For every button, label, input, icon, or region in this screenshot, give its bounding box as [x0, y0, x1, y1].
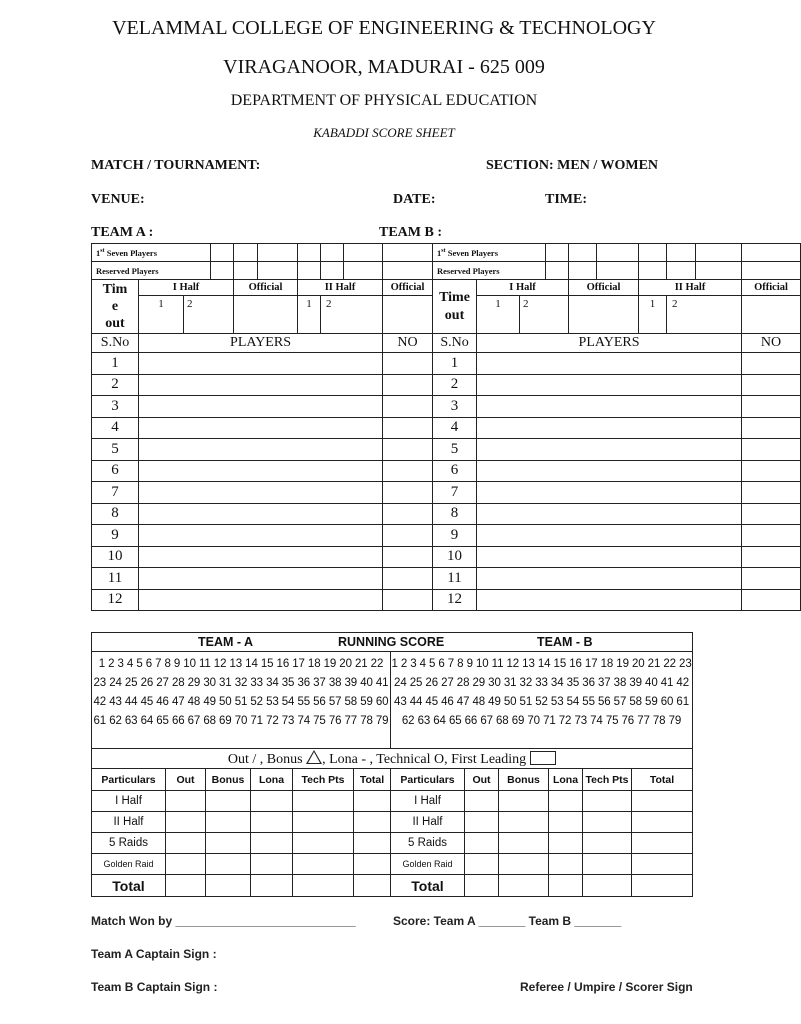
player-no-a[interactable]: [383, 353, 433, 375]
score-cell[interactable]: [465, 833, 499, 854]
particulars-label-b: II Half: [391, 812, 465, 833]
player-name-a[interactable]: [139, 460, 383, 482]
player-name-a[interactable]: [139, 417, 383, 439]
player-name-a[interactable]: [139, 353, 383, 375]
timeout-box[interactable]: 2: [520, 296, 569, 334]
player-sno-a: 10: [92, 546, 139, 568]
player-no-b[interactable]: [742, 460, 801, 482]
score-cell[interactable]: [293, 833, 354, 854]
player-name-a[interactable]: [139, 503, 383, 525]
particulars-row: [92, 875, 693, 897]
timeout-box[interactable]: 2: [321, 296, 383, 334]
venue-field-label: VENUE:: [91, 192, 145, 207]
running-header: [92, 633, 693, 652]
player-name-b[interactable]: [477, 546, 742, 568]
score-cell[interactable]: [499, 875, 549, 897]
particulars-label-a: 5 Raids: [92, 833, 166, 854]
team-a-label: TEAM A :: [91, 225, 154, 240]
particulars-header-b: Bonus: [499, 769, 549, 791]
score-cell[interactable]: [293, 854, 354, 875]
half-header-row: [92, 280, 801, 296]
player-sno-b: 9: [433, 525, 477, 547]
player-row: [92, 546, 801, 568]
particulars-header-b: Out: [465, 769, 499, 791]
score-cell[interactable]: [632, 812, 693, 833]
score-cell[interactable]: [549, 875, 583, 897]
player-name-b[interactable]: [477, 568, 742, 590]
official-label-b: Official: [569, 280, 639, 296]
player-no-a[interactable]: [383, 482, 433, 504]
no-header-a: NO: [383, 334, 433, 353]
score-cell[interactable]: [583, 875, 632, 897]
i-half-label-a: I Half: [139, 280, 234, 296]
score-cell[interactable]: [583, 812, 632, 833]
player-name-b[interactable]: [477, 417, 742, 439]
score-cell[interactable]: [632, 875, 693, 897]
department-name: DEPARTMENT OF PHYSICAL EDUCATION: [230, 92, 538, 109]
player-no-a[interactable]: [383, 568, 433, 590]
player-sno-a: 7: [92, 482, 139, 504]
score-cell[interactable]: [632, 833, 693, 854]
player-row: [92, 568, 801, 590]
score-cell[interactable]: [583, 791, 632, 812]
score-cell[interactable]: [354, 791, 391, 812]
sno-header-b: S.No: [433, 334, 477, 353]
score-cell[interactable]: [354, 875, 391, 897]
particulars-label-b: Total: [391, 875, 465, 897]
triangle-icon: [306, 750, 322, 764]
date-field-label: DATE:: [393, 192, 436, 207]
player-sno-a: 2: [92, 374, 139, 396]
particulars-label-a: Total: [92, 875, 166, 897]
score-cell[interactable]: [354, 812, 391, 833]
score-cell[interactable]: [206, 833, 251, 854]
timeout-box[interactable]: 1: [477, 296, 520, 334]
player-name-b[interactable]: [477, 439, 742, 461]
score-cell[interactable]: [166, 833, 206, 854]
running-numbers-b[interactable]: 1 2 3 4 5 6 7 8 9 10 11 12 13 14 15 16 17 18 19 20 21 22 23 24 25 26 27 28 29 30 31 32 33 34 35 36 37 38 39 40 41 42 43 44 45 46 47 48 49 50 51 52 53 54 55 56 57 58 59 60 61 62 63 64 65 66 67 68 69 70 71 72 73 74 75 76 77 78 79: [391, 652, 693, 749]
particulars-header-a: Lona: [251, 769, 293, 791]
particulars-header-a: Out: [166, 769, 206, 791]
player-name-b[interactable]: [477, 589, 742, 611]
player-sno-a: 5: [92, 439, 139, 461]
score-cell[interactable]: [206, 875, 251, 897]
player-sno-b: 10: [433, 546, 477, 568]
score-cell[interactable]: [499, 833, 549, 854]
player-name-b[interactable]: [477, 374, 742, 396]
player-row: [92, 525, 801, 547]
particulars-label-b: I Half: [391, 791, 465, 812]
player-sno-a: 9: [92, 525, 139, 547]
sheet-title: KABADDI SCORE SHEET: [313, 125, 455, 140]
player-no-b[interactable]: [742, 503, 801, 525]
player-name-b[interactable]: [477, 460, 742, 482]
score-field: Score: Team A _______ Team B _______: [393, 914, 622, 928]
section-field-label: SECTION: MEN / WOMEN: [486, 158, 659, 173]
player-name-b[interactable]: [477, 482, 742, 504]
player-sno-b: 4: [433, 417, 477, 439]
player-sno-a: 11: [92, 568, 139, 590]
official-label-a: Official: [234, 280, 298, 296]
player-no-a[interactable]: [383, 589, 433, 611]
player-name-a[interactable]: [139, 439, 383, 461]
team-b-captain-sign: Team B Captain Sign :: [91, 980, 218, 994]
particulars-header-a: Particulars: [92, 769, 166, 791]
timeout-box[interactable]: 2: [667, 296, 742, 334]
seven-players-row: [92, 244, 801, 262]
player-no-a[interactable]: [383, 439, 433, 461]
particulars-header-b: Particulars: [391, 769, 465, 791]
roster-table: [91, 243, 801, 611]
player-sno-b: 5: [433, 439, 477, 461]
running-team-b: TEAM - B: [537, 635, 593, 649]
reserved-players-label-a: Reserved Players: [92, 262, 211, 280]
player-row: [92, 589, 801, 611]
player-header-row: [92, 334, 801, 353]
player-name-a[interactable]: [139, 396, 383, 418]
score-cell[interactable]: [293, 812, 354, 833]
player-sno-a: 4: [92, 417, 139, 439]
players-header-b: PLAYERS: [477, 334, 742, 353]
running-header-row: [92, 633, 693, 652]
player-name-b[interactable]: [477, 353, 742, 375]
seven-players-label-a: 1st Seven Players: [92, 244, 211, 262]
player-row: [92, 374, 801, 396]
player-no-b[interactable]: [742, 589, 801, 611]
score-cell[interactable]: [583, 854, 632, 875]
score-cell[interactable]: [251, 854, 293, 875]
player-name-a[interactable]: [139, 546, 383, 568]
particulars-label-b: Golden Raid: [391, 854, 465, 875]
player-sno-a: 6: [92, 460, 139, 482]
particulars-header-a: Tech Pts: [293, 769, 354, 791]
score-cell[interactable]: [251, 833, 293, 854]
player-name-b[interactable]: [477, 525, 742, 547]
official-label-a2: Official: [383, 280, 433, 296]
score-cell[interactable]: [465, 812, 499, 833]
particulars-row: [92, 812, 693, 833]
player-no-b[interactable]: [742, 482, 801, 504]
player-no-b[interactable]: [742, 525, 801, 547]
player-sno-a: 3: [92, 396, 139, 418]
timeout-box[interactable]: 1: [139, 296, 184, 334]
player-row: [92, 482, 801, 504]
particulars-row: [92, 854, 693, 875]
players-header-a: PLAYERS: [139, 334, 383, 353]
ii-half-label-b: II Half: [639, 280, 742, 296]
score-cell[interactable]: [549, 812, 583, 833]
player-sno-b: 7: [433, 482, 477, 504]
college-address: VIRAGANOOR, MADURAI - 625 009: [223, 56, 545, 78]
particulars-label-a: II Half: [92, 812, 166, 833]
score-cell[interactable]: [465, 854, 499, 875]
player-sno-a: 12: [92, 589, 139, 611]
score-cell[interactable]: [549, 833, 583, 854]
player-sno-b: 1: [433, 353, 477, 375]
score-cell[interactable]: [206, 812, 251, 833]
particulars-header-b: Tech Pts: [583, 769, 632, 791]
official-label-b2: Official: [742, 280, 801, 296]
running-numbers-a[interactable]: 1 2 3 4 5 6 7 8 9 10 11 12 13 14 15 16 17 18 19 20 21 22 23 24 25 26 27 28 29 30 31 32 33 34 35 36 37 38 39 40 41 42 43 44 45 46 47 48 49 50 51 52 53 54 55 56 57 58 59 60 61 62 63 64 65 66 67 68 69 70 71 72 73 74 75 76 77 78 79: [92, 652, 391, 749]
running-title: RUNNING SCORE: [338, 635, 445, 649]
player-no-a[interactable]: [383, 417, 433, 439]
score-cell[interactable]: [354, 854, 391, 875]
player-row: [92, 503, 801, 525]
player-sno-b: 2: [433, 374, 477, 396]
score-cell[interactable]: [293, 791, 354, 812]
player-no-b[interactable]: [742, 353, 801, 375]
score-cell[interactable]: [251, 875, 293, 897]
particulars-label-a: I Half: [92, 791, 166, 812]
player-no-a[interactable]: [383, 374, 433, 396]
particulars-header-a: Bonus: [206, 769, 251, 791]
player-name-a[interactable]: [139, 374, 383, 396]
score-cell[interactable]: [251, 791, 293, 812]
match-won-field: Match Won by ___________________________: [91, 914, 356, 928]
i-half-label-b: I Half: [477, 280, 569, 296]
player-name-b[interactable]: [477, 396, 742, 418]
ii-half-label-a: II Half: [298, 280, 383, 296]
running-team-a: TEAM - A: [198, 635, 254, 649]
seven-players-label-b: 1st Seven Players: [433, 244, 546, 262]
sno-header-a: S.No: [92, 334, 139, 353]
player-sno-b: 11: [433, 568, 477, 590]
particulars-row: [92, 833, 693, 854]
player-row: [92, 353, 801, 375]
player-row: [92, 439, 801, 461]
player-sno-b: 3: [433, 396, 477, 418]
player-sno-b: 12: [433, 589, 477, 611]
player-sno-b: 8: [433, 503, 477, 525]
particulars-label-a: Golden Raid: [92, 854, 166, 875]
score-cell[interactable]: [632, 854, 693, 875]
score-cell[interactable]: [251, 812, 293, 833]
score-cell[interactable]: [166, 854, 206, 875]
timeout-label-b: Time out: [433, 280, 477, 334]
particulars-header-b: Lona: [549, 769, 583, 791]
score-cell[interactable]: [166, 791, 206, 812]
particulars-header-b: Total: [632, 769, 693, 791]
player-no-b[interactable]: [742, 374, 801, 396]
college-name: VELAMMAL COLLEGE OF ENGINEERING & TECHNOLOGY: [112, 17, 656, 39]
particulars-label-b: 5 Raids: [391, 833, 465, 854]
player-no-a[interactable]: [383, 396, 433, 418]
referee-sign: Referee / Umpire / Scorer Sign: [520, 980, 693, 994]
time-field-label: TIME:: [545, 192, 587, 207]
player-no-b[interactable]: [742, 417, 801, 439]
score-cell[interactable]: [583, 833, 632, 854]
match-field-label: MATCH / TOURNAMENT:: [91, 158, 261, 173]
score-cell[interactable]: [499, 854, 549, 875]
score-cell[interactable]: [166, 812, 206, 833]
player-row: [92, 417, 801, 439]
score-cell[interactable]: [499, 791, 549, 812]
particulars-row: [92, 791, 693, 812]
team-a-captain-sign: Team A Captain Sign :: [91, 947, 217, 961]
particulars-header-a: Total: [354, 769, 391, 791]
score-cell[interactable]: [465, 875, 499, 897]
running-numbers-row: [92, 652, 693, 749]
first-leading-box: [530, 751, 556, 765]
timeout-box[interactable]: 1: [298, 296, 321, 334]
player-sno-a: 8: [92, 503, 139, 525]
running-score-table: [91, 632, 693, 897]
legend-row: [92, 749, 693, 769]
player-no-a[interactable]: [383, 460, 433, 482]
player-no-a[interactable]: [383, 503, 433, 525]
team-b-label: TEAM B :: [379, 225, 442, 240]
timeout-box[interactable]: 1: [639, 296, 667, 334]
player-sno-a: 1: [92, 353, 139, 375]
score-cell[interactable]: [549, 791, 583, 812]
score-legend: Out / , Bonus , Lona - , Technical O, First Leading: [92, 749, 693, 769]
player-no-a[interactable]: [383, 525, 433, 547]
player-no-a[interactable]: [383, 546, 433, 568]
no-header-b: NO: [742, 334, 801, 353]
timeout-label-a: Tim e out: [92, 280, 139, 334]
particulars-header-row: [92, 769, 693, 791]
player-no-b[interactable]: [742, 546, 801, 568]
score-cell[interactable]: [166, 875, 206, 897]
score-cell[interactable]: [354, 833, 391, 854]
player-name-a[interactable]: [139, 589, 383, 611]
player-no-b[interactable]: [742, 439, 801, 461]
player-name-b[interactable]: [477, 503, 742, 525]
player-sno-b: 6: [433, 460, 477, 482]
reserved-players-label-b: Reserved Players: [433, 262, 546, 280]
player-name-a[interactable]: [139, 482, 383, 504]
player-no-b[interactable]: [742, 396, 801, 418]
player-name-a[interactable]: [139, 568, 383, 590]
timeout-box[interactable]: 2: [184, 296, 234, 334]
score-cell[interactable]: [206, 854, 251, 875]
score-cell[interactable]: [293, 875, 354, 897]
score-cell[interactable]: [465, 791, 499, 812]
player-row: [92, 396, 801, 418]
score-cell[interactable]: [549, 854, 583, 875]
player-name-a[interactable]: [139, 525, 383, 547]
score-cell[interactable]: [632, 791, 693, 812]
score-cell[interactable]: [499, 812, 549, 833]
reserved-players-row: [92, 262, 801, 280]
score-cell[interactable]: [206, 791, 251, 812]
player-row: [92, 460, 801, 482]
player-no-b[interactable]: [742, 568, 801, 590]
